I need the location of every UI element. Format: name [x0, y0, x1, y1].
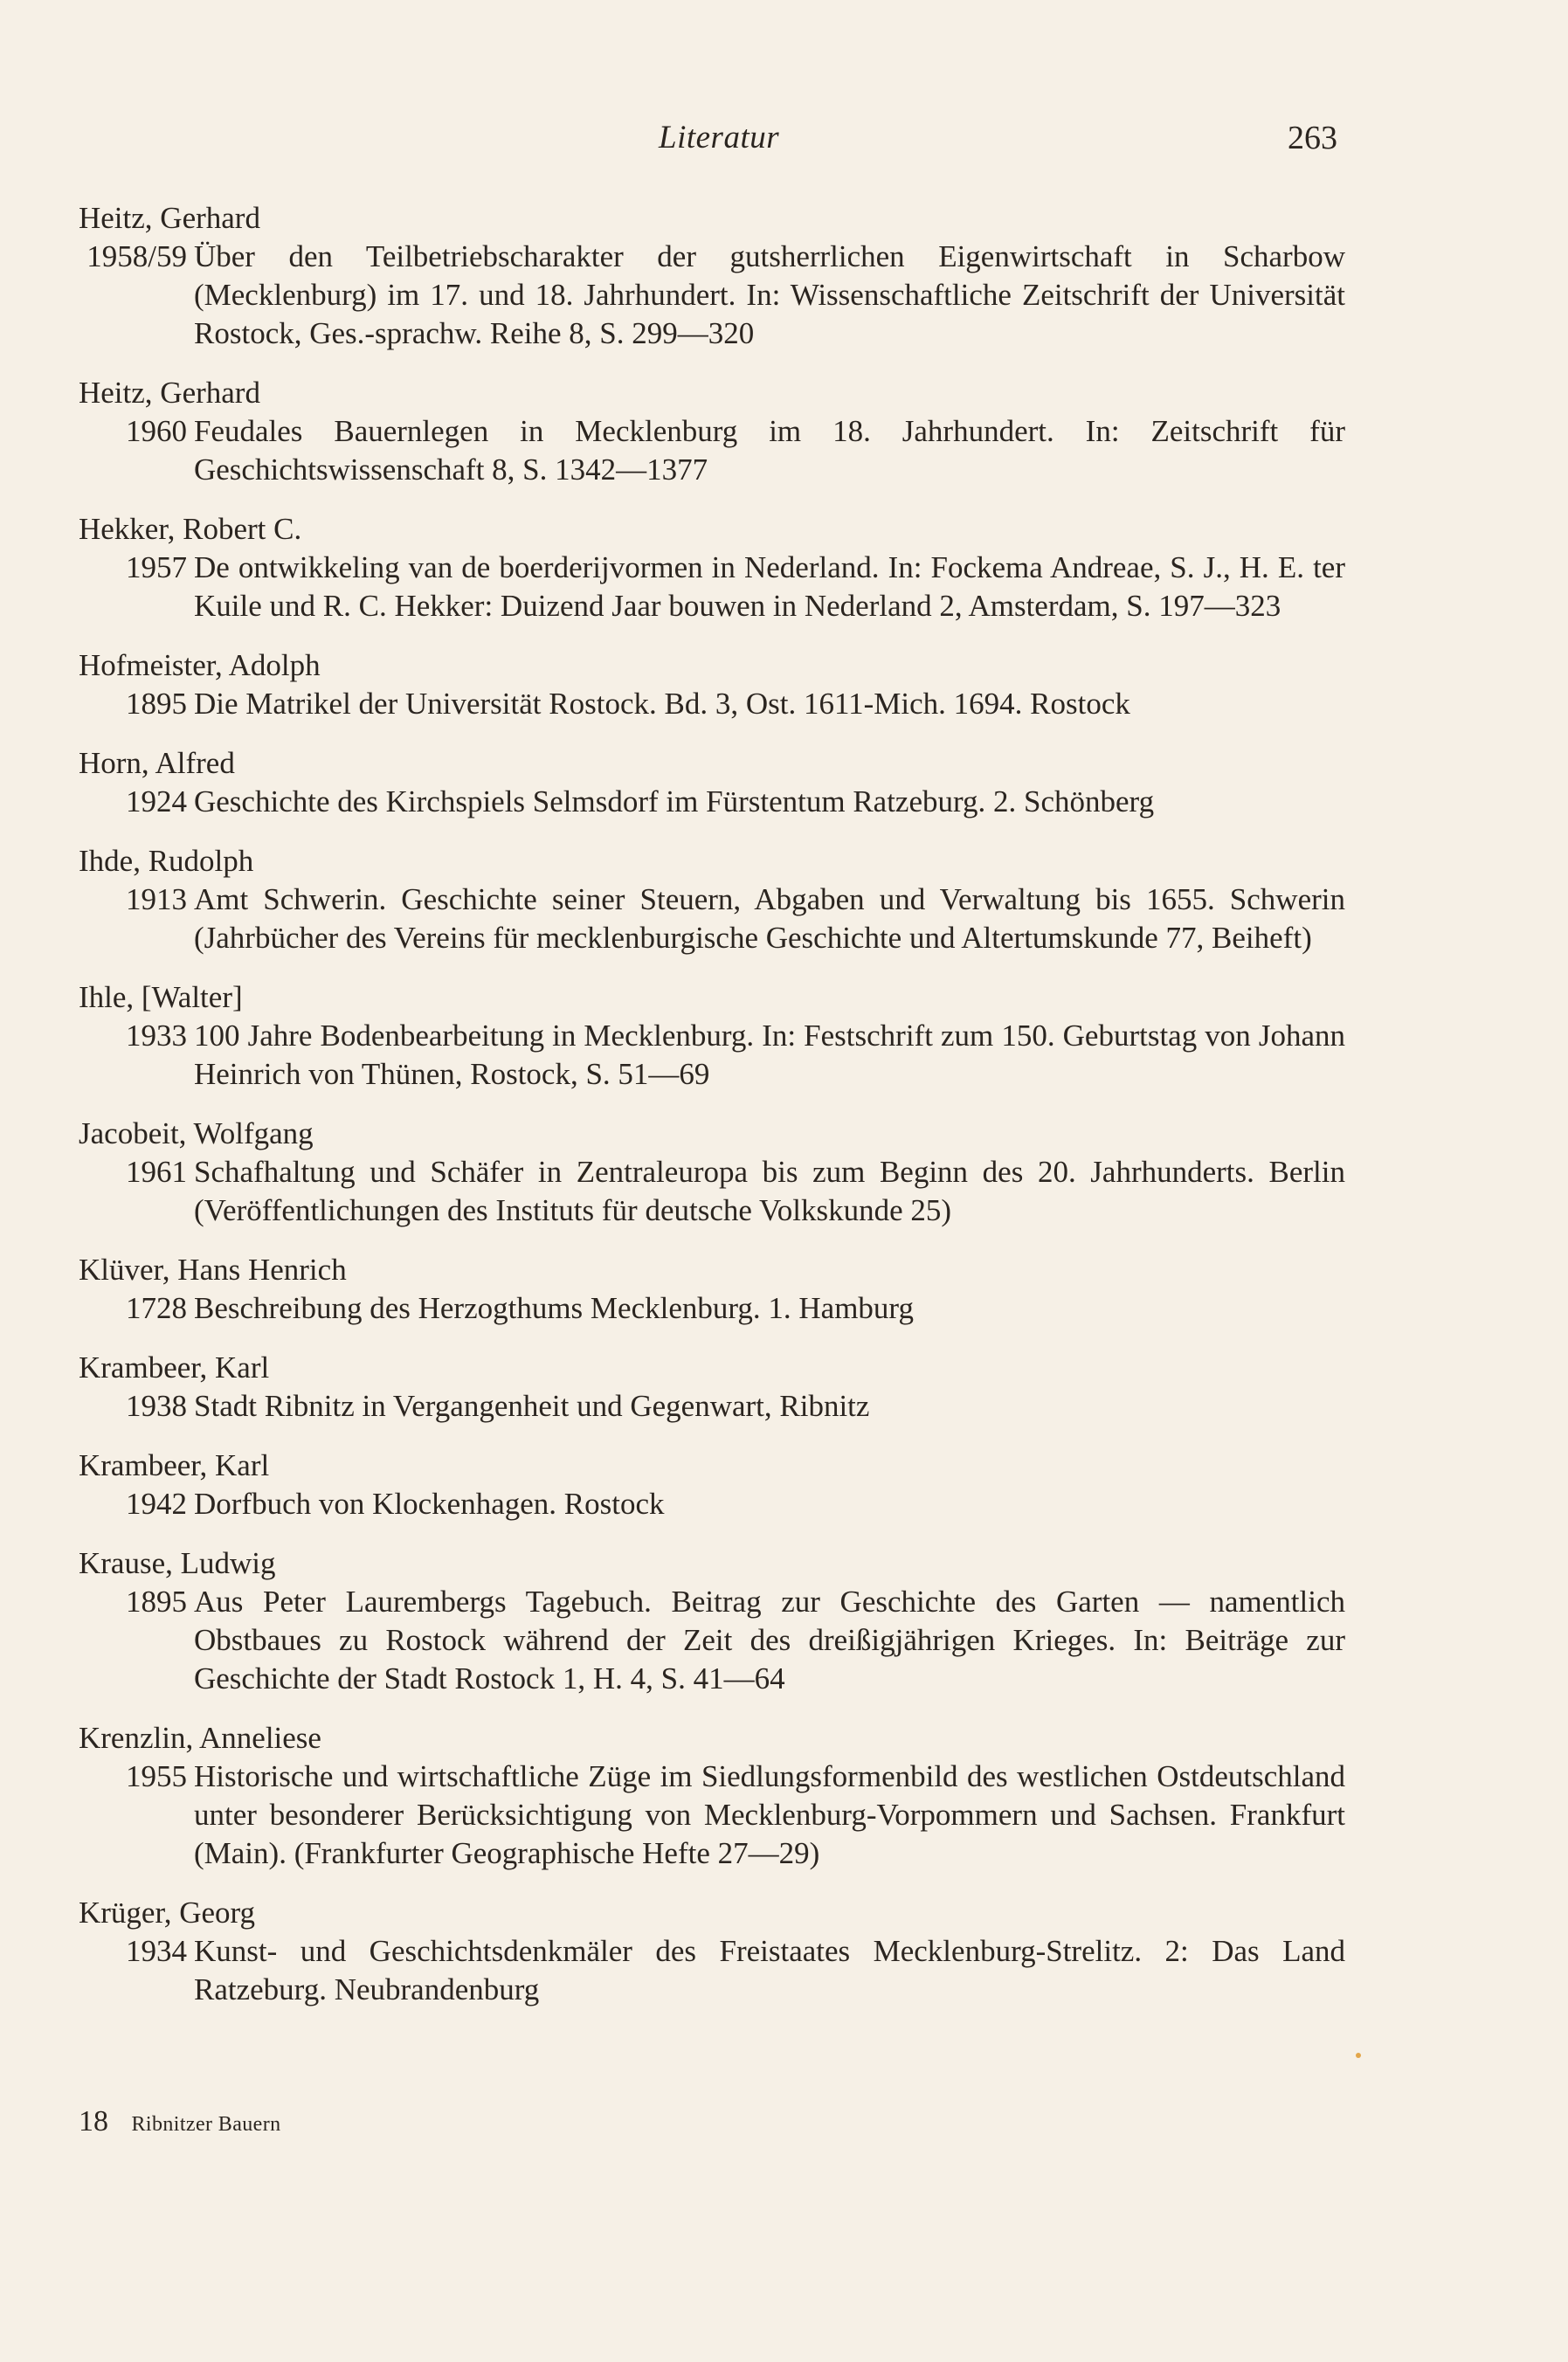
running-head [0, 119, 1568, 171]
entry-year: 1895 [126, 1585, 187, 1619]
entry-year: 1957 [126, 550, 187, 584]
entry-year: 1960 [126, 414, 187, 448]
entry-work [79, 412, 1345, 489]
entry-work [79, 1153, 1345, 1230]
entry-author: Klüver, Hans Henrich [79, 1253, 347, 1287]
entry-text: Feudales Bauernlegen in Mecklenburg im 18. Jahrhundert. In: Zeitschrift für Geschichtswissenschaft 8, S. 1342—1377 [194, 414, 1345, 487]
bibliography-entry [79, 646, 1345, 723]
bibliography-entry [79, 1251, 1345, 1328]
entry-text: Historische und wirtschaftliche Züge im Siedlungsformenbild des westlichen Ostdeutschland unter besonderer Berücksichtigung von Mecklenburg-Vorpommern und Sachsen. Frankfurt (Main). (Frankfurter Geographische Hefte 27—29) [194, 1759, 1345, 1870]
entry-author: Ihle, [Walter] [79, 980, 243, 1014]
bibliography-entry [79, 1115, 1345, 1230]
bibliography-entry [79, 1544, 1345, 1698]
bibliography-entry [79, 199, 1345, 353]
entry-work [79, 881, 1345, 957]
entry-year: 1955 [126, 1759, 187, 1793]
entry-author: Krambeer, Karl [79, 1350, 270, 1385]
entry-text: Die Matrikel der Universität Rostock. Bd. 3, Ost. 1611-Mich. 1694. Rostock [194, 687, 1130, 721]
bibliography-entry [79, 1894, 1345, 2009]
entry-year: 1895 [126, 687, 187, 721]
entry-author: Krause, Ludwig [79, 1546, 276, 1580]
entry-text: De ontwikkeling van de boerderijvormen in Nederland. In: Fockema Andreae, S. J., H. E. ter Kuile und R. C. Hekker: Duizend Jaar bouwen in Nederland 2, Amsterdam, S. 197—323 [194, 550, 1345, 623]
entry-year: 1924 [126, 784, 187, 818]
entry-work [79, 1583, 1345, 1698]
entry-year: 1958/59 [86, 239, 187, 273]
entry-author: Jacobeit, Wolfgang [79, 1116, 314, 1150]
page-number: 263 [1288, 120, 1337, 156]
paper-speck [1356, 2053, 1361, 2058]
entry-text: Stadt Ribnitz in Vergangenheit und Gegenwart, Ribnitz [194, 1389, 870, 1423]
entry-text: 100 Jahre Bodenbearbeitung in Mecklenburg. In: Festschrift zum 150. Geburtstag von Johann Heinrich von Thünen, Rostock, S. 51—69 [194, 1019, 1345, 1091]
entry-year: 1728 [126, 1291, 187, 1325]
entry-work [79, 1387, 1345, 1426]
entry-work [79, 238, 1345, 353]
entry-work [79, 685, 1345, 723]
entry-year: 1961 [126, 1155, 187, 1189]
entry-text: Über den Teilbetriebscharakter der gutsherrlichen Eigenwirtschaft in Scharbow (Mecklenburg) im 17. und 18. Jahrhundert. In: Wissenschaftliche Zeitschrift der Universität Rostock, Ges.-sprachw. Reihe 8, S. 299—320 [194, 239, 1345, 350]
entry-work [79, 1289, 1345, 1328]
bibliography-entry [79, 1719, 1345, 1873]
entry-text: Schafhaltung und Schäfer in Zentraleuropa bis zum Beginn des 20. Jahrhunderts. Berlin (Veröffentlichungen des Instituts für deutsche Volkskunde 25) [194, 1155, 1345, 1227]
bibliography-entry [79, 510, 1345, 625]
entry-year: 1934 [126, 1934, 187, 1968]
entry-author: Ihde, Rudolph [79, 844, 254, 878]
entry-work [79, 1758, 1345, 1873]
entry-text: Kunst- und Geschichtsdenkmäler des Freistaates Mecklenburg-Strelitz. 2: Das Land Ratzeburg. Neubrandenburg [194, 1934, 1345, 2006]
entry-work [79, 1485, 1345, 1523]
entry-year: 1913 [126, 882, 187, 916]
bibliography-entry [79, 1349, 1345, 1426]
entry-author: Krüger, Georg [79, 1896, 256, 1930]
entry-author: Hekker, Robert C. [79, 512, 302, 546]
entry-text: Dorfbuch von Klockenhagen. Rostock [194, 1487, 665, 1521]
signature-number: 18 [79, 2105, 108, 2138]
bibliography-entry [79, 1447, 1345, 1523]
entry-author: Heitz, Gerhard [79, 201, 260, 235]
bibliography-entry [79, 374, 1345, 489]
bibliography-entry [79, 842, 1345, 957]
entry-year: 1942 [126, 1487, 187, 1521]
entry-year: 1938 [126, 1389, 187, 1423]
entry-text: Amt Schwerin. Geschichte seiner Steuern, Abgaben und Verwaltung bis 1655. Schwerin (Jahrbücher des Vereins für mecklenburgische Geschichte und Altertumskunde 77, Beiheft) [194, 882, 1345, 955]
entry-work [79, 1932, 1345, 2009]
entry-text: Aus Peter Laurembergs Tagebuch. Beitrag zur Geschichte des Garten — namentlich Obstbaues zu Rostock während der Zeit des dreißigjährigen Krieges. In: Beiträge zur Geschichte der Stadt Rostock 1, H. 4, S. 41—64 [194, 1585, 1345, 1696]
entry-author: Horn, Alfred [79, 746, 235, 780]
entry-author: Heitz, Gerhard [79, 376, 260, 410]
bibliography-list [79, 199, 1345, 2030]
entry-work [79, 1017, 1345, 1094]
entry-text: Geschichte des Kirchspiels Selmsdorf im Fürstentum Ratzeburg. 2. Schönberg [194, 784, 1155, 818]
running-title: Literatur [659, 120, 780, 155]
entry-year: 1933 [126, 1019, 187, 1053]
entry-author: Krenzlin, Anneliese [79, 1721, 321, 1755]
signature-mark [79, 2105, 281, 2138]
entry-work [79, 549, 1345, 625]
entry-text: Beschreibung des Herzogthums Mecklenburg. 1. Hamburg [194, 1291, 914, 1325]
entry-author: Krambeer, Karl [79, 1448, 270, 1482]
signature-title: Ribnitzer Bauern [131, 2113, 281, 2136]
entry-work [79, 783, 1345, 821]
bibliography-entry [79, 744, 1345, 821]
entry-author: Hofmeister, Adolph [79, 648, 321, 682]
bibliography-entry [79, 978, 1345, 1094]
